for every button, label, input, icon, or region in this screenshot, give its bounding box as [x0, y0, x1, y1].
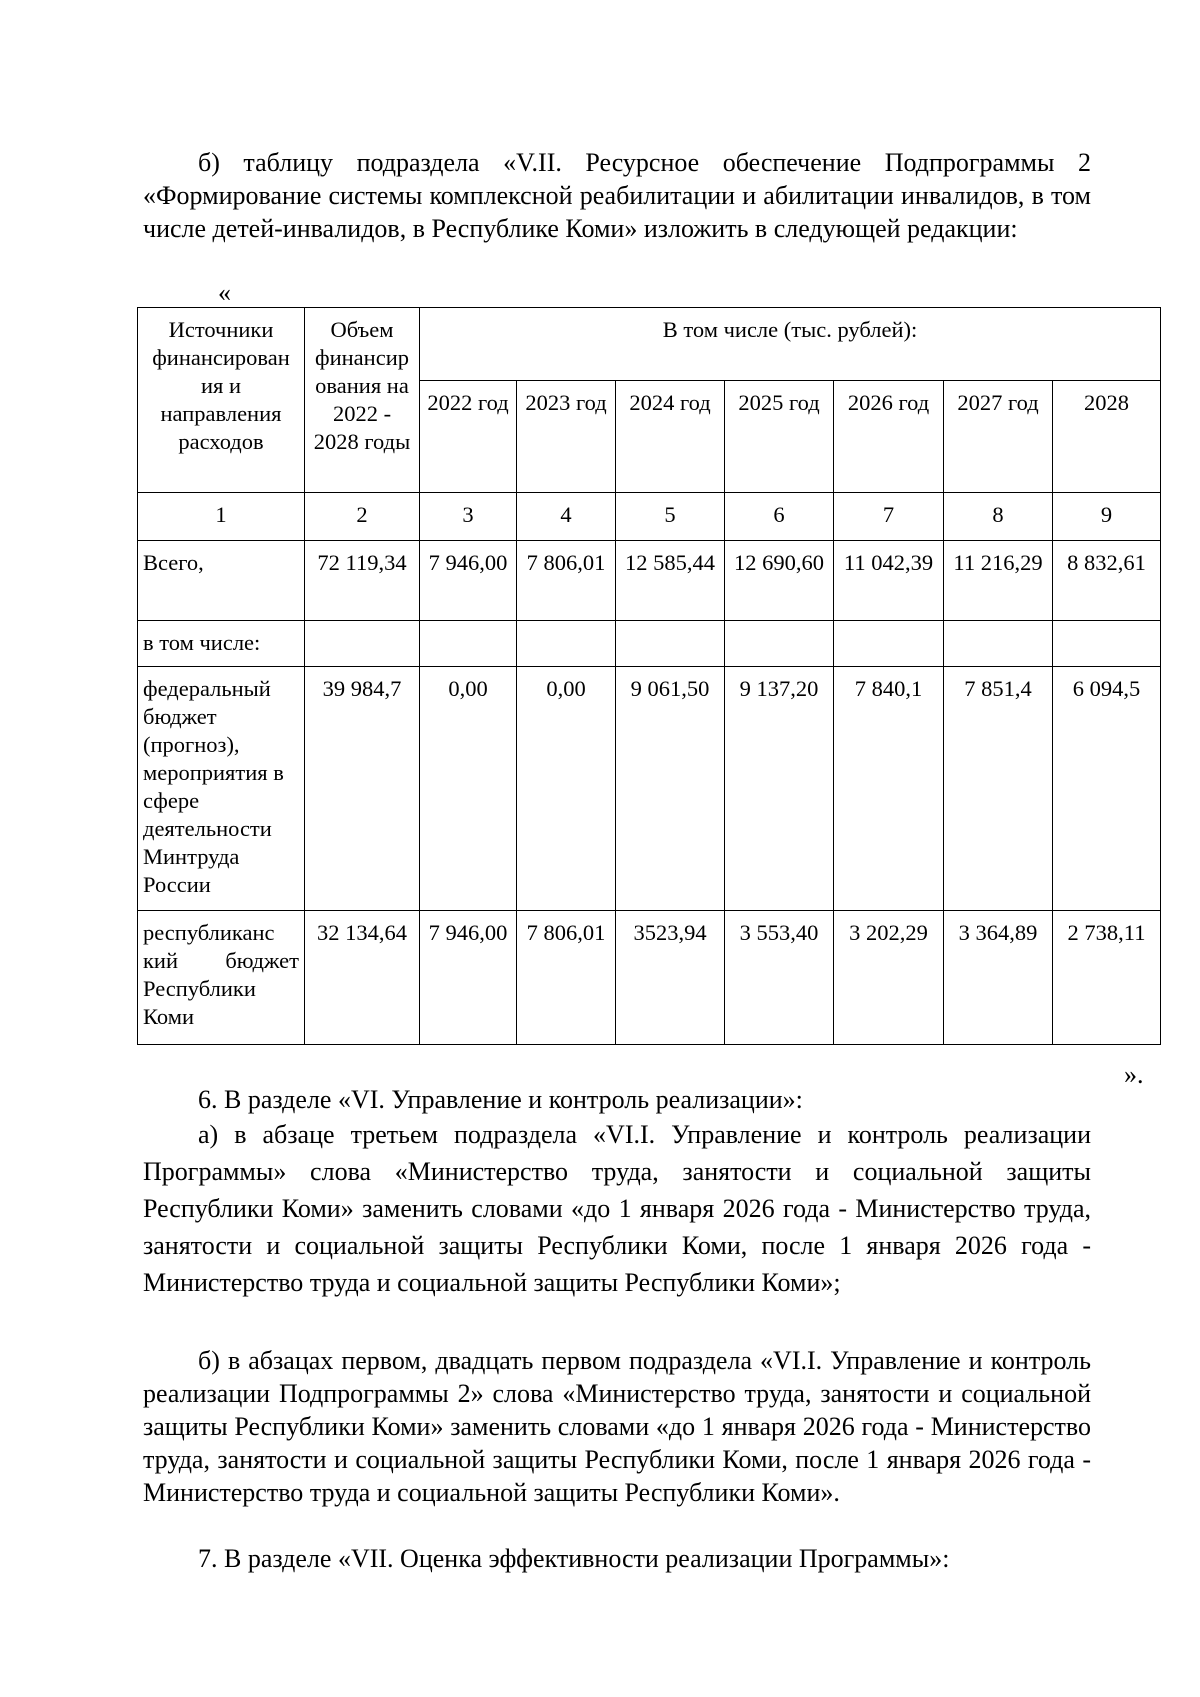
column-number: 4	[517, 493, 616, 541]
row-value: 7 806,01	[517, 911, 616, 1045]
row-value: 3523,94	[616, 911, 725, 1045]
financing-table	[137, 307, 1161, 1045]
row-value: 0,00	[420, 667, 517, 911]
row-value: 7 946,00	[420, 911, 517, 1045]
row-value	[725, 621, 834, 667]
column-number: 9	[1053, 493, 1161, 541]
item-7-heading: 7. В разделе «VII. Оценка эффективности реализации Программы»:	[198, 1544, 950, 1573]
header-sources: Источники финансирован ия и направления расходов	[138, 308, 305, 493]
row-value	[944, 621, 1053, 667]
header-total-volume: Объем финансир ования на 2022 - 2028 годы	[305, 308, 420, 493]
table-close-quote: ».	[1124, 1060, 1144, 1089]
row-value: 7 851,4	[944, 667, 1053, 911]
table-row-federal	[138, 667, 1161, 911]
row-value: 7 946,00	[420, 541, 517, 621]
row-value	[517, 621, 616, 667]
header-year: 2023 год	[517, 381, 616, 493]
header-year: 2026 год	[834, 381, 944, 493]
row-value: 0,00	[517, 667, 616, 911]
header-year: 2025 год	[725, 381, 834, 493]
row-total: 72 119,34	[305, 541, 420, 621]
row-value	[834, 621, 944, 667]
row-value: 11 216,29	[944, 541, 1053, 621]
item-6b-paragraph: б) в абзацах первом, двадцать первом подраздела «VI.I. Управление и контроль реализации Подпрограммы 2» слова «Министерство труда, занятости и социальной защиты Республики Коми» заменить словами «до 1 января 2026 года - Министерство труда, занятости и социальной защиты Республики Коми, после 1 января 2026 года - Министерство труда и социальной защиты Республики Коми».	[143, 1346, 1091, 1507]
column-number: 5	[616, 493, 725, 541]
header-year: 2022 год	[420, 381, 517, 493]
table-row-total	[138, 541, 1161, 621]
row-value	[420, 621, 517, 667]
header-year: 2024 год	[616, 381, 725, 493]
table-header-row	[138, 308, 1161, 381]
row-value: 12 690,60	[725, 541, 834, 621]
row-value: 7 806,01	[517, 541, 616, 621]
row-value: 3 202,29	[834, 911, 944, 1045]
row-value	[1053, 621, 1161, 667]
column-number: 6	[725, 493, 834, 541]
row-value: 9 137,20	[725, 667, 834, 911]
row-label: в том числе:	[138, 621, 305, 667]
header-year: 2027 год	[944, 381, 1053, 493]
row-value: 6 094,5	[1053, 667, 1161, 911]
row-value	[616, 621, 725, 667]
header-year: 2028	[1053, 381, 1161, 493]
row-total: 39 984,7	[305, 667, 420, 911]
item-6a-paragraph: а) в абзаце третьем подраздела «VI.I. Управление и контроль реализации Программы» слова «Министерство труда, занятости и социальной защиты Республики Коми» заменить словами «до 1 января 2026 года - Министерство труда, занятости и социальной защиты Республики Коми, после 1 января 2026 года - Министерство труда и социальной защиты Республики Коми»;	[143, 1120, 1091, 1297]
column-number-row	[138, 493, 1161, 541]
column-number: 2	[305, 493, 420, 541]
row-label: Всего,	[138, 541, 305, 621]
column-number: 3	[420, 493, 517, 541]
row-value: 2 738,11	[1053, 911, 1161, 1045]
row-value: 12 585,44	[616, 541, 725, 621]
row-value: 3 553,40	[725, 911, 834, 1045]
column-number: 7	[834, 493, 944, 541]
table-open-quote: «	[218, 278, 231, 307]
row-label: республиканс кий бюджет Республики Коми	[138, 911, 305, 1045]
header-including-group: В том числе (тыс. рублей):	[420, 308, 1161, 381]
item-6-heading: 6. В разделе «VI. Управление и контроль реализации»:	[198, 1085, 803, 1114]
row-label: федеральный бюджет (прогноз), мероприятия в сфере деятельности Минтруда России	[138, 667, 305, 911]
row-value: 11 042,39	[834, 541, 944, 621]
row-value: 9 061,50	[616, 667, 725, 911]
row-value: 3 364,89	[944, 911, 1053, 1045]
column-number: 8	[944, 493, 1053, 541]
row-total: 32 134,64	[305, 911, 420, 1045]
column-number: 1	[138, 493, 305, 541]
row-value: 8 832,61	[1053, 541, 1161, 621]
row-value: 7 840,1	[834, 667, 944, 911]
table-row-including	[138, 621, 1161, 667]
intro-paragraph: б) таблицу подраздела «V.II. Ресурсное обеспечение Подпрограммы 2 «Формирование системы комплексной реабилитации и абилитации инвалидов, в том числе детей-инвалидов, в Республике Коми» изложить в следующей редакции:	[143, 148, 1091, 243]
row-total	[305, 621, 420, 667]
table-row-republican	[138, 911, 1161, 1045]
